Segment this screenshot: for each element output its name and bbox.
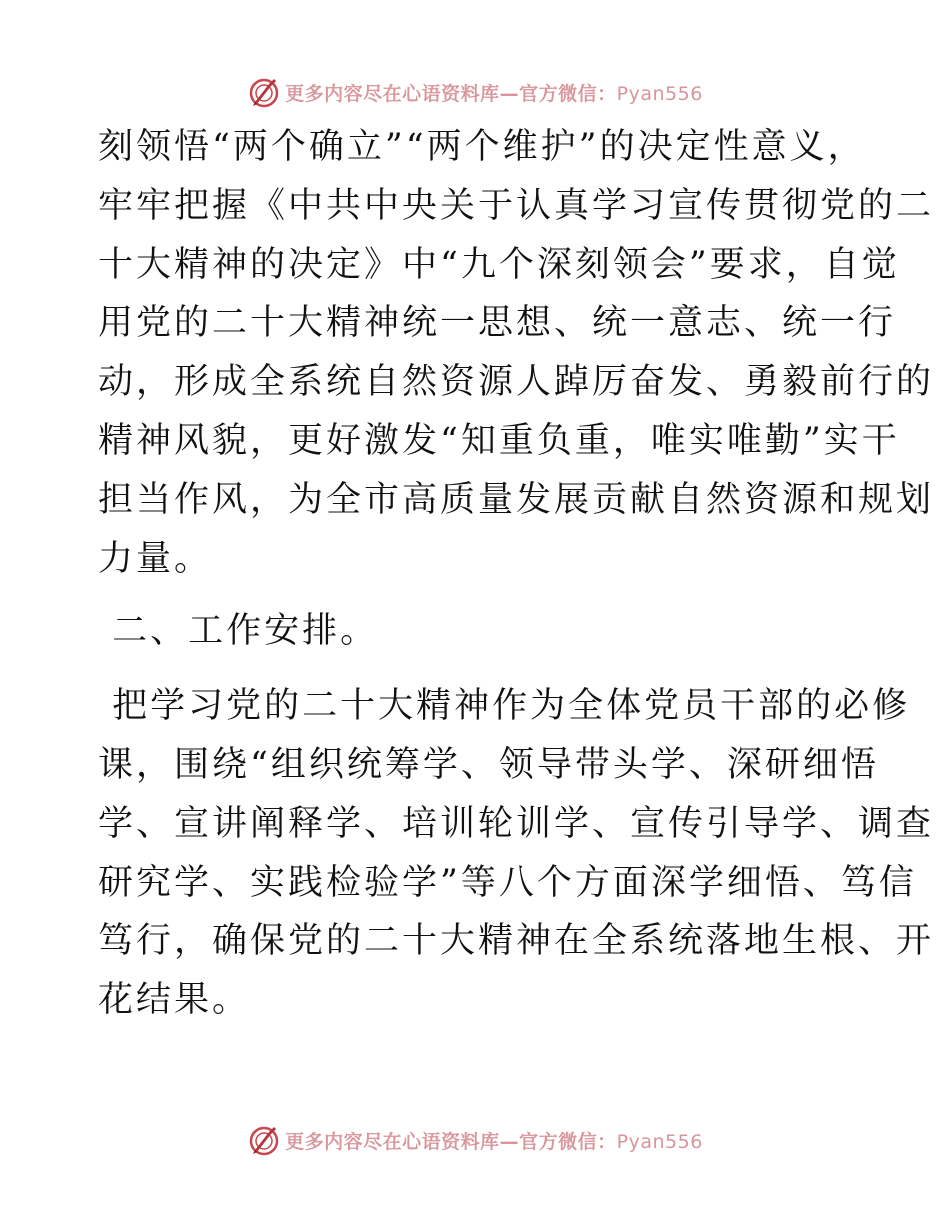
text-line: 花结果。 bbox=[98, 980, 251, 1021]
header-watermark bbox=[0, 72, 950, 112]
watermark-wechat-id: Pyan556 bbox=[616, 1130, 703, 1153]
paragraph-2 bbox=[98, 677, 935, 1030]
watermark-text bbox=[285, 79, 703, 106]
section-heading bbox=[98, 602, 853, 661]
pen-logo-icon bbox=[247, 75, 281, 109]
text-line: 十大精神的决定》中“九个深刻领会”要求，自觉 bbox=[98, 244, 900, 285]
paragraph-1 bbox=[98, 118, 935, 588]
watermark-text-cn: 更多内容尽在心语资料库—官方微信： bbox=[285, 1130, 617, 1153]
heading-line: 二、工作安排。 bbox=[98, 611, 379, 652]
document-body bbox=[98, 118, 935, 1030]
text-line: 把学习党的二十大精神作为全体党员干部的必修 bbox=[98, 686, 911, 727]
text-line: 刻领悟“两个确立”“两个维护”的决定性意义， bbox=[98, 127, 866, 167]
watermark-text bbox=[285, 1127, 703, 1154]
text-line: 担当作风，为全市高质量发展贡献自然资源和规划 bbox=[98, 479, 935, 520]
text-line: 用党的二十大精神统一思想、统一意志、统一行 bbox=[98, 303, 897, 344]
footer-watermark bbox=[0, 1120, 950, 1160]
text-line: 研究学、实践检验学”等八个方面深学细悟、笃信 bbox=[98, 862, 917, 903]
text-line: 牢牢把握《中共中央关于认真学习宣传贯彻党的二 bbox=[98, 185, 935, 226]
text-line: 精神风貌，更好激发“知重负重，唯实唯勤”实干 bbox=[98, 420, 900, 461]
text-line: 动，形成全系统自然资源人踔厉奋发、勇毅前行的 bbox=[98, 362, 935, 403]
text-line: 学、宣讲阐释学、培训轮训学、宣传引导学、调查 bbox=[98, 803, 935, 844]
pen-logo-icon bbox=[247, 1123, 281, 1157]
text-line: 课，围绕“组织统筹学、领导带头学、深研细悟 bbox=[98, 744, 879, 785]
text-line: 力量。 bbox=[98, 538, 213, 579]
watermark-text-cn: 更多内容尽在心语资料库—官方微信： bbox=[285, 82, 617, 105]
text-line: 笃行，确保党的二十大精神在全系统落地生根、开 bbox=[98, 921, 935, 962]
watermark-wechat-id: Pyan556 bbox=[616, 82, 703, 105]
